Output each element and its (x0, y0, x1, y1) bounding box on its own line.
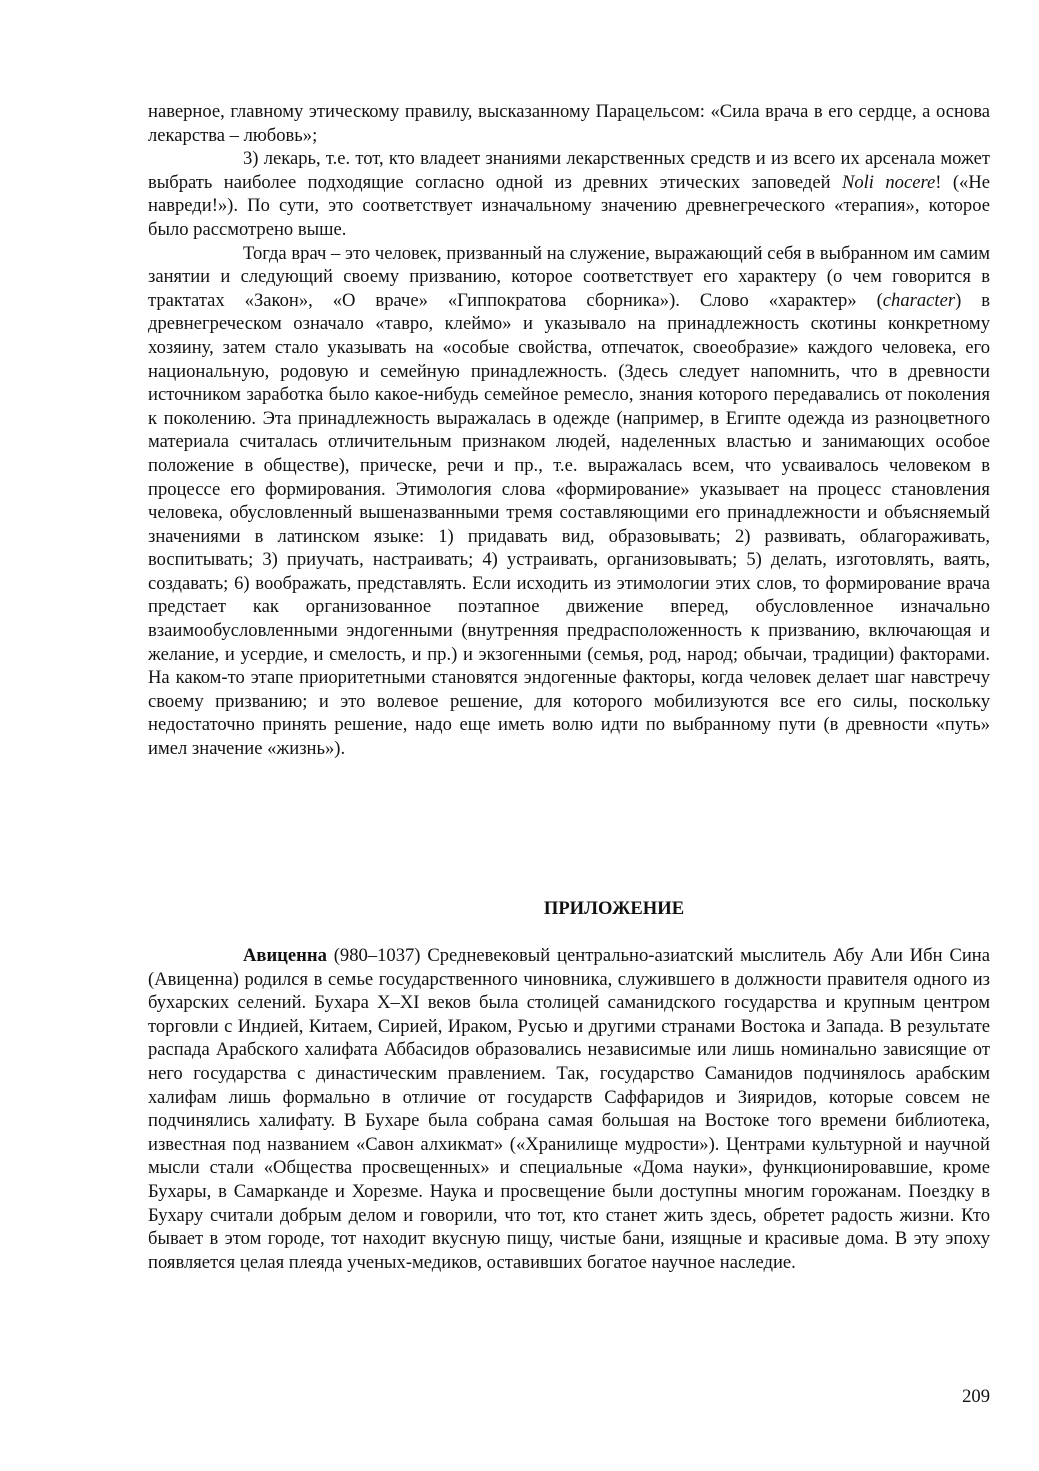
paragraph-text: ! («Не навреди!»). По сути, это соответствует изначальному значению древнегреческого «терапия», которое было рассмотрено выше. (148, 171, 991, 240)
paragraph-doctor-calling (148, 242, 990, 761)
paragraph-text: наверное, главному этическому правилу, высказанному Парацельсом: «Сила врача в его сердце, а основа лекарства – любовь»; (148, 101, 990, 146)
paragraph-healer (148, 147, 990, 241)
appendix-text (148, 944, 990, 1274)
paragraph-text: Тогда врач – это человек, призванный на служение, выражающий себя в выбранном им самим занятии и следующий своему призванию, которое соответствует его характеру (о чем говорится в трактатах «Закон», «О враче» «Гиппократова сборника»). Слово «характер» ( (148, 242, 990, 311)
paragraph-text: 3) лекарь, т.е. тот, кто владеет знаниями лекарственных средств и из всего их арсенала может выбрать наиболее подходящие согласно одной из древних этических заповедей (148, 148, 990, 193)
paragraph-avicenna (148, 944, 990, 1274)
paragraph-text: ) в древнегреческом означало «тавро, клеймо» и указывало на принадлежность скотины конкретному хозяину, затем стало указывать на «особые свойства, отпечаток, своеобразие» каждого человека, его национальную, родовую и семейную принадлежность. (Здесь следует напомнить, что в древности источником заработка было какое-нибудь семейное ремесло, знания которого передавались от поколения к поколению. Эта принадлежность выражалась в одежде (например, в Египте одежда из разноцветного материала считалась отличительным признаком людей, наделенных властью и занимающих особое положение в обществе), прическе, речи и пр., т.е. выражалась всем, что усваивалось человеком в процессе его формирования. Этимология слова «формирование» указывает на процесс становления человека, обусловленный вышеназванными тремя составляющими его принадлежности и объясняемый значениями в латинском языке: 1) придавать вид, образовывать; 2) развивать, облагораживать, воспитывать; 3) приучать, настраивать; 4) устраивать, организовывать; 5) делать, изготовлять, ваять, создавать; 6) воображать, представлять. Если исходить из этимологии этих слов, то формирование врача предстает как организованное поэтапное движение вперед, обусловленное изначально взаимообусловленными эндогенными (внутренняя предрасположенность к призванию, включающая и желание, и усердие, и смелость, и пр.) и экзогенными (семья, род, народ; обычаи, традиции) факторами. На каком-то этапе приоритетными становятся эндогенные факторы, когда человек делает шаг навстречу своему призванию; и это волевое решение, для которого мобилизуются все его силы, поскольку недостаточно принять решение, надо еще иметь волю идти по выбранному пути (в древности «путь» имел значение «жизнь»). (148, 289, 991, 760)
paragraph-paracelsus (148, 100, 990, 147)
paragraph-text: (980–1037) Средневековый центрально-азиатский мыслитель Абу Али Ибн Сина (Авиценна) родился в семье государственного чиновника, служившего в должности правителя одного из бухарских селений. Бухара X–XI веков была столицей саманидского государства и крупным центром торговли с Индией, Китаем, Сирией, Ираком, Русью и другими странами Востока и Запада. В результате распада Арабского халифата Аббасидов образовались независимые или лишь номинально зависящие от него государства с династическим правлением. Так, государство Саманидов подчинялось арабским халифам лишь формально в отличие от государств Саффаридов и Зияридов, которые совсем не подчинялись халифату. В Бухаре была собрана самая большая на Востоке того времени библиотека, известная под названием «Савон алхикмат» («Хранилище мудрости»). Центрами культурной и научной мысли стали «Общества просвещенных» и специальные «Дома науки», функционировавшие, кроме Бухары, в Самарканде и Хорезме. Наука и просвещение были доступны многим горожанам. Поездку в Бухару считали добрым делом и говорили, что тот, кто станет жить здесь, обретет радость жизни. Кто бывает в этом городе, тот находит вкусную пищу, чистые бани, изящные и красивые дома. В эту эпоху появляется целая плеяда ученых-медиков, оставивших богатое научное наследие. (148, 945, 990, 1273)
page-number: 209 (962, 1386, 990, 1407)
greek-term: character (882, 289, 956, 311)
latin-phrase: Noli nocere (841, 171, 936, 193)
main-text (148, 100, 990, 761)
avicenna-name: Авиценна (243, 945, 327, 966)
appendix-heading: ПРИЛОЖЕНИЕ (543, 898, 685, 919)
